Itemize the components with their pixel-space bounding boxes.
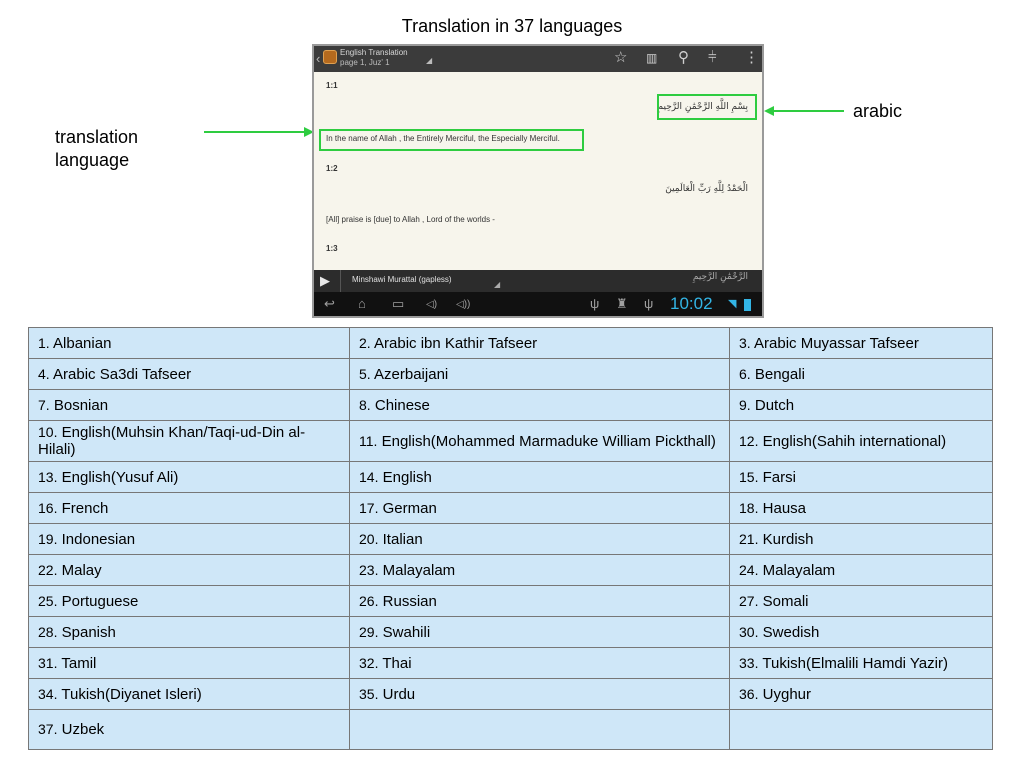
language-number: 30.	[739, 623, 759, 640]
page-title: Translation in 37 languages	[401, 16, 623, 36]
language-cell	[730, 359, 993, 390]
language-name: Hausa	[762, 499, 806, 517]
table-row	[29, 524, 993, 555]
language-number: 20.	[359, 530, 379, 547]
language-cell	[29, 524, 350, 555]
language-number: 16.	[38, 499, 58, 516]
language-name: Portuguese	[61, 592, 139, 610]
language-name: Arabic Muyassar Tafseer	[754, 334, 919, 352]
volume-up-icon[interactable]: ◁))	[456, 299, 471, 310]
language-number: 19.	[38, 530, 58, 547]
table-row	[29, 617, 993, 648]
language-cell	[730, 679, 993, 710]
language-number: 24.	[739, 561, 759, 578]
language-number: 35.	[359, 685, 379, 702]
recent-apps-icon[interactable]: ▭	[392, 296, 405, 311]
language-number: 2.	[359, 334, 371, 351]
language-cell	[350, 462, 730, 493]
language-number: 3.	[739, 334, 751, 351]
language-cell	[29, 328, 350, 359]
language-number: 4.	[38, 365, 50, 382]
language-number: 17.	[359, 499, 379, 516]
language-cell	[730, 462, 993, 493]
left-arrow	[204, 126, 316, 138]
language-cell	[350, 390, 730, 421]
book-icon[interactable]: ▥	[646, 51, 658, 65]
right-arrow	[764, 105, 846, 117]
language-number: 28.	[38, 623, 58, 640]
verse-translation: [All] praise is [due] to Allah , Lord of the worlds -	[326, 215, 495, 224]
language-cell	[350, 555, 730, 586]
language-name: Italian	[382, 530, 423, 548]
sliders-icon[interactable]: ⫩	[708, 49, 717, 66]
language-name: English(Sahih international)	[762, 432, 947, 450]
language-name: Somali	[762, 592, 809, 610]
language-cell	[730, 328, 993, 359]
language-cell	[350, 328, 730, 359]
language-number: 10.	[38, 424, 58, 440]
dropdown-corner-icon: ◢	[426, 56, 433, 65]
wifi-icon: ◥	[728, 298, 737, 310]
language-name: Bosnian	[53, 396, 109, 414]
language-cell	[29, 710, 350, 750]
verse-number: 1:1	[326, 81, 338, 90]
language-cell	[350, 679, 730, 710]
language-cell	[29, 493, 350, 524]
language-name: Albanian	[53, 334, 112, 352]
language-cell	[730, 648, 993, 679]
language-cell	[730, 617, 993, 648]
play-icon[interactable]: ▶	[320, 273, 330, 288]
language-number: 23.	[359, 561, 379, 578]
table-row	[29, 648, 993, 679]
callout-line-2: language	[55, 150, 130, 170]
usb-debug-icon: ψ	[644, 296, 654, 311]
language-name: Urdu	[382, 685, 416, 703]
language-number: 1.	[38, 334, 50, 351]
language-number: 25.	[38, 592, 58, 609]
language-number: 34.	[38, 685, 58, 702]
language-name: Swahili	[382, 623, 431, 641]
language-cell	[29, 421, 350, 462]
usb-icon: ψ	[590, 296, 600, 311]
language-name: Bengali	[754, 365, 805, 383]
language-name: Spanish	[61, 623, 116, 641]
back-chevron-icon[interactable]: ‹	[316, 51, 321, 66]
language-number: 7.	[38, 396, 50, 413]
table-row	[29, 328, 993, 359]
language-cell	[730, 421, 993, 462]
language-name: Malayalam	[762, 561, 836, 579]
status-clock: 10:02	[670, 294, 713, 313]
language-name: Swedish	[762, 623, 820, 641]
language-name: Farsi	[762, 468, 796, 486]
system-nav-bar	[314, 292, 762, 318]
verse-arabic-behind-player: الرَّحْمَٰنِ الرَّحِيمِ	[692, 272, 748, 282]
battery-icon	[744, 299, 751, 311]
table-row	[29, 586, 993, 617]
language-name: Tukish(Elmalili Hamdi Yazir)	[762, 654, 948, 672]
language-name: English(Yusuf Ali)	[61, 468, 179, 486]
dropdown-corner-icon: ◢	[494, 280, 501, 289]
language-name: Malay	[61, 561, 102, 579]
language-cell	[350, 493, 730, 524]
language-number: 8.	[359, 396, 371, 413]
verse-translation: In the name of Allah , the Entirely Merciful, the Especially Merciful.	[326, 134, 560, 143]
overflow-menu-icon[interactable]: ⋮	[744, 49, 759, 66]
language-number: 6.	[739, 365, 751, 382]
language-cell	[730, 524, 993, 555]
language-number: 12.	[739, 432, 759, 449]
back-icon[interactable]: ↩	[324, 296, 335, 311]
player-divider	[340, 270, 341, 292]
language-name: English(Muhsin Khan/Taqi-ud-Din al-Hilali)	[38, 424, 306, 458]
android-icon: ♜	[616, 296, 628, 311]
language-number: 36.	[739, 685, 759, 702]
languages-table	[28, 327, 993, 750]
app-screenshot	[312, 44, 764, 318]
language-name: Malayalam	[382, 561, 456, 579]
language-name: Tamil	[61, 654, 97, 672]
language-number: 37.	[38, 721, 58, 737]
language-name: Arabic ibn Kathir Tafseer	[374, 334, 538, 352]
verse-arabic: الْحَمْدُ لِلَّهِ رَبِّ الْعَالَمِينَ	[665, 184, 748, 194]
language-cell	[350, 710, 730, 750]
translation-highlight-box	[319, 129, 584, 151]
language-number: 29.	[359, 623, 379, 640]
search-icon[interactable]: ⚲	[678, 49, 689, 66]
language-cell	[29, 462, 350, 493]
language-number: 9.	[739, 396, 751, 413]
language-name: Dutch	[754, 396, 795, 414]
translation-language-callout	[55, 126, 138, 172]
language-name: Azerbaijani	[374, 365, 449, 383]
language-number: 14.	[359, 468, 379, 485]
action-bar-title: English Translation	[340, 48, 408, 57]
language-number: 26.	[359, 592, 379, 609]
language-cell	[29, 359, 350, 390]
app-logo-icon	[323, 50, 337, 64]
language-name: English(Mohammed Marmaduke William Pickthall)	[381, 432, 716, 450]
language-number: 11.	[359, 432, 378, 449]
table-row	[29, 359, 993, 390]
audio-player-bar	[314, 270, 762, 292]
language-cell	[29, 586, 350, 617]
action-bar-subtitle[interactable]: page 1, Juz' 1	[340, 58, 390, 67]
language-cell	[350, 421, 730, 462]
language-name: Indonesian	[61, 530, 136, 548]
language-cell	[350, 586, 730, 617]
arabic-highlight-box	[657, 94, 757, 120]
language-name: Uzbek	[61, 721, 105, 738]
language-number: 22.	[38, 561, 58, 578]
language-cell	[350, 359, 730, 390]
language-name: English	[382, 468, 432, 486]
verse-number: 1:3	[326, 244, 338, 253]
volume-down-icon[interactable]: ◁)	[426, 299, 438, 310]
language-name: Chinese	[374, 396, 430, 414]
action-bar	[314, 46, 762, 72]
language-number: 21.	[739, 530, 759, 547]
language-cell	[730, 710, 993, 750]
table-row	[29, 390, 993, 421]
verse-number: 1:2	[326, 164, 338, 173]
arabic-callout: arabic	[853, 101, 903, 121]
language-cell	[730, 493, 993, 524]
table-row	[29, 493, 993, 524]
language-name: Thai	[382, 654, 412, 672]
home-icon[interactable]: ⌂	[358, 296, 366, 311]
language-name: Russian	[382, 592, 437, 610]
table-row	[29, 679, 993, 710]
language-name: Tukish(Diyanet Isleri)	[61, 685, 202, 703]
language-cell	[29, 679, 350, 710]
verse-arabic: بِسْمِ اللَّهِ الرَّحْمَٰنِ الرَّحِيمِ	[657, 102, 748, 112]
language-cell	[350, 648, 730, 679]
language-cell	[29, 390, 350, 421]
star-icon[interactable]: ☆	[614, 49, 628, 66]
language-number: 27.	[739, 592, 759, 609]
language-cell	[350, 524, 730, 555]
language-cell	[350, 617, 730, 648]
language-name: German	[382, 499, 437, 517]
language-number: 33.	[739, 654, 759, 671]
table-row	[29, 555, 993, 586]
language-cell	[29, 648, 350, 679]
callout-line-1: translation	[55, 127, 139, 147]
language-cell	[730, 555, 993, 586]
language-cell	[29, 555, 350, 586]
table-row	[29, 421, 993, 462]
language-number: 13.	[38, 468, 58, 485]
language-name: Arabic Sa3di Tafseer	[53, 365, 192, 383]
language-name: Kurdish	[762, 530, 814, 548]
language-number: 32.	[359, 654, 379, 671]
table-row	[29, 462, 993, 493]
language-name: Uyghur	[762, 685, 811, 703]
language-cell	[730, 586, 993, 617]
language-number: 18.	[739, 499, 759, 516]
language-number: 5.	[359, 365, 371, 382]
language-cell	[730, 390, 993, 421]
language-number: 15.	[739, 468, 759, 485]
language-name: French	[61, 499, 109, 517]
language-number: 31.	[38, 654, 58, 671]
reciter-selector[interactable]: Minshawi Murattal (gapless)	[352, 275, 452, 284]
language-cell	[29, 617, 350, 648]
table-row	[29, 710, 993, 750]
